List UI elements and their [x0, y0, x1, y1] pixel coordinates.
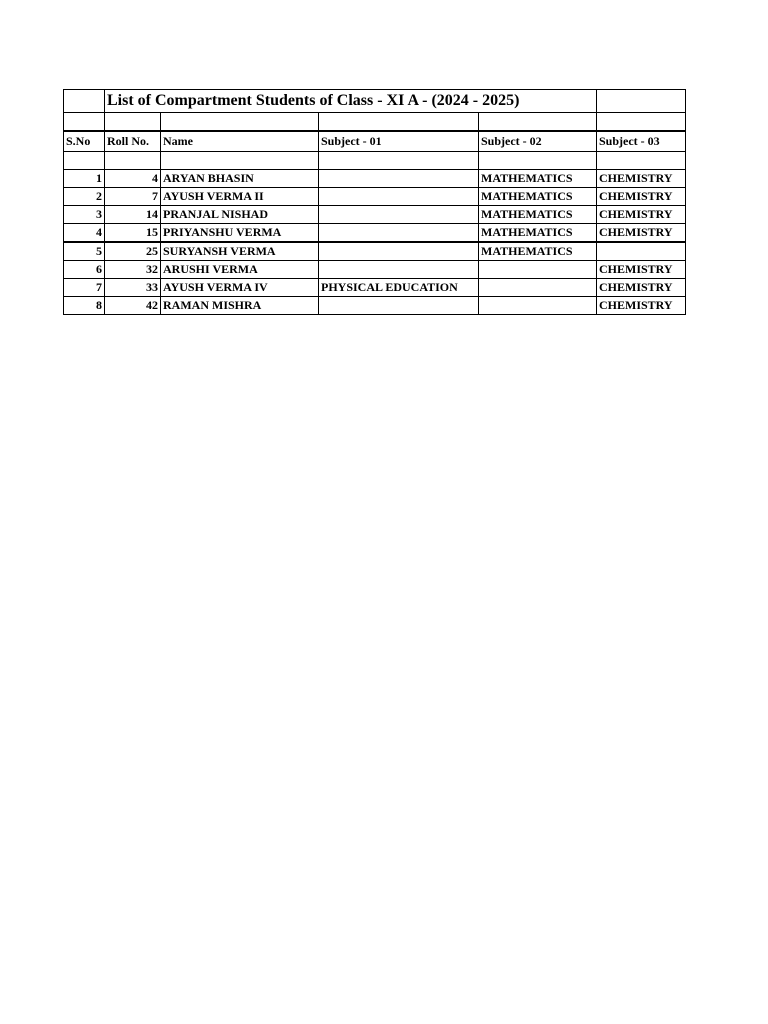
- cell-roll: 25: [105, 242, 161, 261]
- cell-name: SURYANSH VERMA: [161, 242, 319, 261]
- title-blank-cell: [64, 90, 105, 113]
- title-blank-cell: [597, 90, 686, 113]
- cell-subject-2: MATHEMATICS: [479, 188, 597, 206]
- cell-sno: 7: [64, 279, 105, 297]
- header-subject-3: Subject - 03: [597, 131, 686, 152]
- cell-name: PRIYANSHU VERMA: [161, 224, 319, 243]
- cell-name: PRANJAL NISHAD: [161, 206, 319, 224]
- cell-subject-1: [319, 261, 479, 279]
- cell-subject-3: [597, 242, 686, 261]
- cell-sno: 5: [64, 242, 105, 261]
- table-row: [64, 206, 686, 224]
- title-row: [64, 90, 686, 113]
- table-row: [64, 242, 686, 261]
- cell-roll: 42: [105, 297, 161, 315]
- cell-name: AYUSH VERMA IV: [161, 279, 319, 297]
- cell-name: ARUSHI VERMA: [161, 261, 319, 279]
- cell-sno: 2: [64, 188, 105, 206]
- cell-subject-3: CHEMISTRY: [597, 224, 686, 243]
- cell-subject-3: CHEMISTRY: [597, 170, 686, 188]
- cell-roll: 7: [105, 188, 161, 206]
- cell-subject-3: CHEMISTRY: [597, 297, 686, 315]
- header-roll: Roll No.: [105, 131, 161, 152]
- cell-sno: 4: [64, 224, 105, 243]
- cell-name: AYUSH VERMA II: [161, 188, 319, 206]
- cell-roll: 15: [105, 224, 161, 243]
- header-subject-2: Subject - 02: [479, 131, 597, 152]
- table-row: [64, 170, 686, 188]
- cell-subject-1: [319, 242, 479, 261]
- cell-subject-2: MATHEMATICS: [479, 224, 597, 243]
- cell-subject-3: CHEMISTRY: [597, 279, 686, 297]
- cell-subject-2: [479, 279, 597, 297]
- header-row: [64, 131, 686, 152]
- sheet-title: List of Compartment Students of Class - XI A - (2024 - 2025): [105, 90, 597, 113]
- cell-subject-2: MATHEMATICS: [479, 170, 597, 188]
- cell-subject-1: [319, 188, 479, 206]
- cell-sno: 8: [64, 297, 105, 315]
- compartment-students-table: [63, 89, 686, 315]
- spacer-row: [64, 152, 686, 170]
- cell-subject-1: [319, 206, 479, 224]
- header-name: Name: [161, 131, 319, 152]
- cell-subject-1: PHYSICAL EDUCATION: [319, 279, 479, 297]
- table-row: [64, 224, 686, 243]
- header-sno: S.No: [64, 131, 105, 152]
- cell-subject-2: [479, 297, 597, 315]
- table-row: [64, 297, 686, 315]
- cell-sno: 1: [64, 170, 105, 188]
- table-row: [64, 279, 686, 297]
- table-row: [64, 261, 686, 279]
- cell-subject-1: [319, 224, 479, 243]
- cell-roll: 14: [105, 206, 161, 224]
- cell-sno: 3: [64, 206, 105, 224]
- header-subject-1: Subject - 01: [319, 131, 479, 152]
- cell-subject-1: [319, 297, 479, 315]
- cell-subject-3: CHEMISTRY: [597, 206, 686, 224]
- cell-subject-3: CHEMISTRY: [597, 261, 686, 279]
- cell-sno: 6: [64, 261, 105, 279]
- cell-subject-1: [319, 170, 479, 188]
- cell-roll: 33: [105, 279, 161, 297]
- cell-roll: 4: [105, 170, 161, 188]
- table-row: [64, 188, 686, 206]
- cell-subject-2: MATHEMATICS: [479, 242, 597, 261]
- cell-subject-2: [479, 261, 597, 279]
- cell-name: RAMAN MISHRA: [161, 297, 319, 315]
- cell-name: ARYAN BHASIN: [161, 170, 319, 188]
- cell-subject-3: CHEMISTRY: [597, 188, 686, 206]
- cell-roll: 32: [105, 261, 161, 279]
- spacer-row: [64, 113, 686, 132]
- cell-subject-2: MATHEMATICS: [479, 206, 597, 224]
